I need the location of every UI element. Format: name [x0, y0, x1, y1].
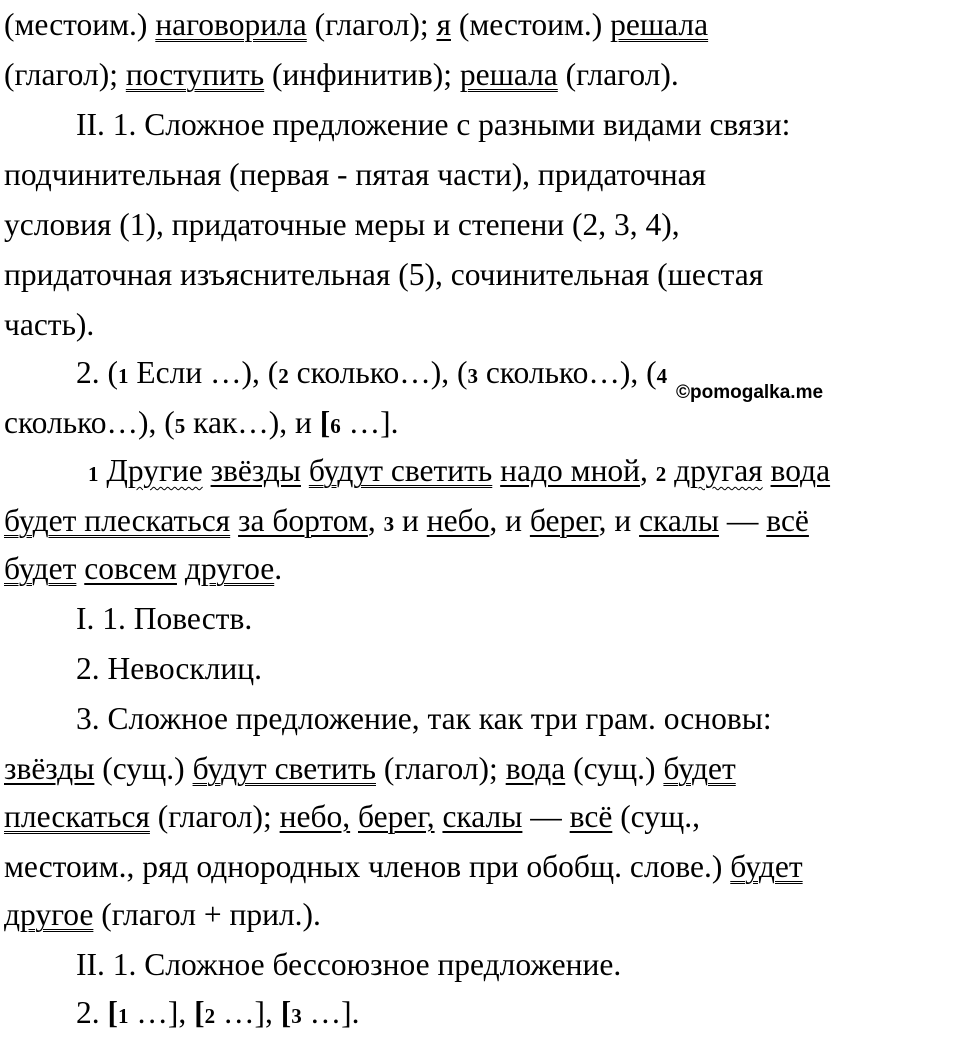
predicate: будут светить	[308, 453, 493, 488]
text: (глагол);	[4, 57, 126, 92]
scheme-line-2	[4, 398, 399, 447]
subject: вода	[770, 453, 831, 488]
text: (глагол);	[306, 7, 437, 42]
watermark: ©pomogalka.me	[676, 382, 824, 403]
predicate: будет	[663, 751, 736, 786]
sentence-line-3	[4, 544, 282, 593]
text: —	[522, 799, 570, 834]
sentence-line-1	[88, 446, 830, 495]
predicate: будет плескаться	[4, 503, 231, 538]
text: (инфинитив);	[264, 57, 460, 92]
subject: скалы	[639, 503, 720, 538]
text: (глагол).	[557, 57, 679, 92]
text-line-19	[4, 890, 321, 939]
text-line-20: II. 1. Сложное бессоюзное предложение.	[76, 947, 622, 982]
bracket: [	[319, 405, 331, 440]
text-line-17	[4, 792, 700, 841]
text: , и	[598, 503, 640, 538]
clause-number: 5	[174, 414, 186, 438]
text: местоим., ряд однородных членов при обобщ. слове.)	[4, 849, 731, 884]
subject: всё	[569, 799, 613, 834]
clause-number: 3	[467, 364, 478, 388]
text: (сущ.)	[565, 751, 664, 786]
text-line-14: 2. Невосклиц.	[76, 651, 263, 686]
clause-number: 4	[656, 364, 668, 388]
text-line-5: условия (1), придаточные меры и степени (2, 3, 4),	[4, 207, 680, 242]
text: (глагол);	[149, 799, 280, 834]
text: сколько…), (	[4, 405, 175, 440]
clause-number: 2	[655, 462, 667, 486]
text: (глагол);	[375, 751, 506, 786]
text-line-4: подчинительная (первая - пятая части), придаточная	[4, 157, 707, 192]
text: сколько…), (	[477, 355, 657, 390]
subject: небо,	[279, 799, 351, 834]
subject: всё	[766, 503, 809, 538]
subject: скалы	[442, 799, 523, 834]
text: …].	[301, 995, 360, 1030]
clause-number: 1	[118, 364, 129, 388]
text: …].	[340, 405, 399, 440]
scheme-line-1	[76, 348, 667, 397]
clause-number: 1	[118, 1004, 129, 1028]
clause-number: 2	[204, 1004, 216, 1028]
subject: звёзды	[210, 453, 301, 488]
bracket: [	[280, 995, 292, 1030]
subject: вода	[505, 751, 566, 786]
text: ,	[640, 453, 648, 488]
predicate: будут светить	[192, 751, 376, 786]
text: …],	[215, 995, 281, 1030]
text: сколько…), (	[288, 355, 468, 390]
text: , и	[489, 503, 530, 538]
predicate: решала	[610, 7, 709, 42]
clause-number: 1	[88, 462, 99, 486]
predicate: плескаться	[4, 799, 150, 834]
attribute: другая	[674, 453, 763, 488]
predicate: наговорила	[155, 7, 307, 42]
bracket: [	[194, 995, 205, 1030]
text: как…), и	[185, 405, 320, 440]
circumstance: совсем	[84, 551, 177, 586]
text: (местоим.)	[4, 7, 156, 42]
bracket: [	[107, 995, 118, 1030]
predicate: решала	[459, 57, 558, 92]
text-line-2	[4, 50, 679, 99]
text-line-6: придаточная изъяснительная (5), сочинительная (шестая	[4, 257, 764, 292]
text: (глагол + прил.).	[93, 897, 321, 932]
text: 2. (	[76, 355, 118, 390]
text-line-15: 3. Сложное предложение, так как три грам. основы:	[76, 701, 772, 736]
circumstance: надо мной	[500, 453, 641, 488]
clause-number: 3	[291, 1004, 302, 1028]
text: и	[402, 503, 427, 538]
predicate: поступить	[125, 57, 265, 92]
subject: берег,	[358, 799, 435, 834]
clause-number: 2	[278, 364, 289, 388]
sentence-line-2	[4, 496, 809, 545]
predicate: другое	[184, 551, 275, 586]
text-line-3: II. 1. Сложное предложение с разными видами связи:	[76, 107, 791, 142]
predicate: другое	[4, 897, 94, 932]
predicate: будет	[730, 849, 803, 884]
circumstance: за бортом	[238, 503, 368, 538]
clause-number: 3	[383, 512, 395, 536]
text: Если …), (	[128, 355, 279, 390]
text-line-13: I. 1. Повеств.	[76, 601, 253, 636]
subject: берег	[529, 503, 599, 538]
text-line-18	[4, 842, 803, 891]
attribute: Другие	[106, 453, 203, 488]
text-line-1	[4, 0, 708, 49]
predicate: будет	[4, 551, 77, 586]
text: (местоим.)	[450, 7, 611, 42]
text-line-16	[4, 744, 736, 793]
text	[350, 799, 358, 834]
text: 2.	[76, 995, 108, 1030]
text: ,	[367, 503, 376, 538]
subject: я	[436, 7, 451, 42]
text: (сущ.,	[612, 799, 700, 834]
subject: небо	[426, 503, 490, 538]
text: .	[274, 551, 283, 586]
text-line-7: часть).	[4, 307, 95, 342]
clause-number: 6	[330, 414, 341, 438]
text: …],	[128, 995, 195, 1030]
scheme-line-3	[76, 988, 360, 1037]
subject: звёзды	[4, 751, 95, 786]
text: (сущ.)	[94, 751, 193, 786]
text: —	[719, 503, 767, 538]
